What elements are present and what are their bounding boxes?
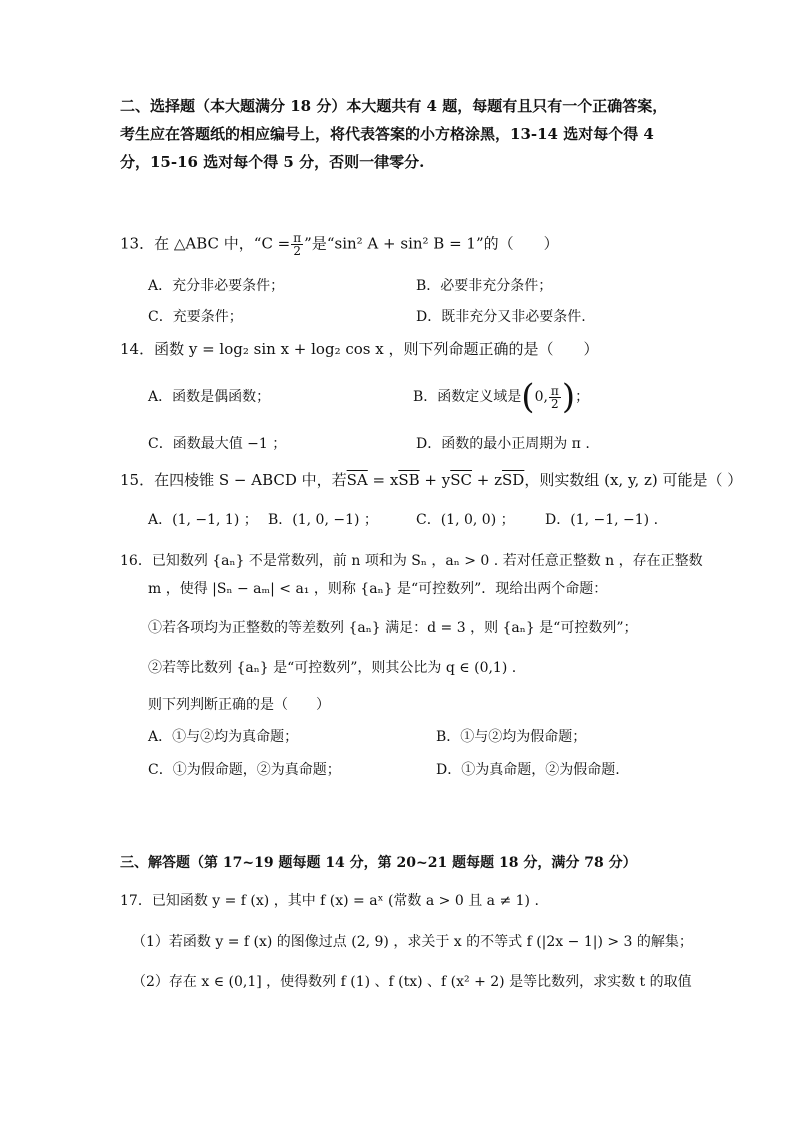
left-paren-glyph: ( [521, 377, 535, 417]
q16-proposition-2: ②若等比数列 {aₙ} 是“可控数列”，则其公比为 q ∈ (0,1) . [148, 660, 517, 676]
q17-stem: 17．已知函数 y = f (x) ，其中 f (x) = aˣ (常数 a > 0 且 a ≠ 1) . [120, 893, 539, 909]
q15-plus-z: + z [472, 471, 503, 489]
q13-suffix: ”是“sin² A + sin² B = 1”的（ ） [304, 234, 559, 253]
q14-option-b [413, 377, 590, 417]
q14-option-d: D．函数的最小正周期为 π . [416, 436, 590, 452]
section3-heading: 三、解答题（第 17~19 题每题 14 分，第 20~21 题每题 18 分，满分 78 分） [120, 855, 637, 871]
q14-option-c: C．函数最大值 −1 ； [148, 436, 287, 452]
vector-sc: $\overline{SC}$ [450, 471, 473, 489]
q16-option-b: B．①与②均为假命题； [436, 729, 587, 745]
q16-line2: m ，使得 |Sₙ − aₘ| < a₁ ，则称 {aₙ} 是“可控数列”．现给出两个命题： [148, 581, 608, 597]
q15-option-a: A．(1, −1, 1) ； [148, 512, 258, 528]
q14-fraction [549, 385, 561, 410]
q14-stem: 14．函数 y = log₂ sin x + log₂ cos x ，则下列命题正确的是（ ） [120, 340, 599, 358]
vector-sb: $\overline{SB}$ [398, 471, 420, 489]
q13-option-a: A．充分非必要条件； [148, 278, 285, 294]
q13-option-c: C．充要条件； [148, 309, 243, 325]
q16-ask: 则下列判断正确的是（ ） [148, 697, 330, 713]
q14-option-b-prefix: B．函数定义域是 [413, 389, 522, 405]
right-paren-glyph: ) [561, 377, 576, 417]
q16-option-a: A．①与②均为真命题； [148, 729, 299, 745]
q14-option-b-inner: 0, [534, 389, 548, 405]
q14-option-b-suffix: ； [575, 389, 590, 405]
q17-part1: （1）若函数 y = f (x) 的图像过点 (2, 9) ，求关于 x 的不等式 f (|2x − 1|) > 3 的解集； [132, 934, 693, 950]
section2-heading-line2: 考生应在答题纸的相应编号上，将代表答案的小方格涂黑，13-14 选对每个得 4 [120, 125, 654, 143]
q13-fraction [291, 232, 303, 257]
q15-suffix: ，则实数组 (x, y, z) 可能是（ ） [524, 471, 743, 489]
q13-stem [120, 232, 559, 257]
section2-heading-line3: 分，15-16 选对每个得 5 分，否则一律零分. [120, 153, 425, 171]
q15-option-c: C．(1, 0, 0) ； [416, 512, 515, 528]
q13-option-d: D．既非充分又非必要条件. [416, 309, 586, 325]
q13-frac-num: π [293, 231, 302, 245]
vector-sd: $\overline{SD}$ [502, 471, 525, 489]
q16-line1: 16．已知数列 {aₙ} 不是常数列，前 n 项和为 Sₙ ，aₙ > 0 . 若对任意正整数 n ，存在正整数 [120, 553, 703, 569]
q14-option-a: A．函数是偶函数； [148, 389, 271, 405]
q16-option-d: D．①为真命题，②为假命题. [436, 762, 620, 778]
vector-sa: $\overline{SA}$ [346, 471, 368, 489]
q15-option-b: B．(1, 0, −1) ； [268, 512, 378, 528]
q14-frac-num: π [550, 383, 559, 398]
q14-frac-den: 2 [551, 396, 559, 411]
section2-heading-line1: 二、选择题（本大题满分 18 分）本大题共有 4 题，每题有且只有一个正确答案， [120, 97, 668, 115]
q13-option-b: B．必要非充分条件； [416, 278, 553, 294]
q13-frac-den: 2 [293, 244, 302, 258]
q16-proposition-1: ①若各项均为正整数的等差数列 {aₙ} 满足：d = 3 ，则 {aₙ} 是“可控数列”； [148, 620, 638, 636]
q15-prefix: 15．在四棱锥 S − ABCD 中，若 [120, 471, 347, 489]
q17-part2: （2）存在 x ∈ (0,1] ，使得数列 f (1) 、f (tx) 、f (x² + 2) 是等比数列，求实数 t 的取值 [132, 974, 692, 990]
q15-option-d: D．(1, −1, −1) . [545, 512, 659, 528]
q13-prefix: 13．在 △ABC 中，“C = [120, 234, 291, 253]
q15-stem [120, 470, 742, 490]
q16-option-c: C．①为假命题，②为真命题； [148, 762, 341, 778]
q15-eq: = x [367, 471, 399, 489]
q15-plus-y: + y [419, 471, 451, 489]
